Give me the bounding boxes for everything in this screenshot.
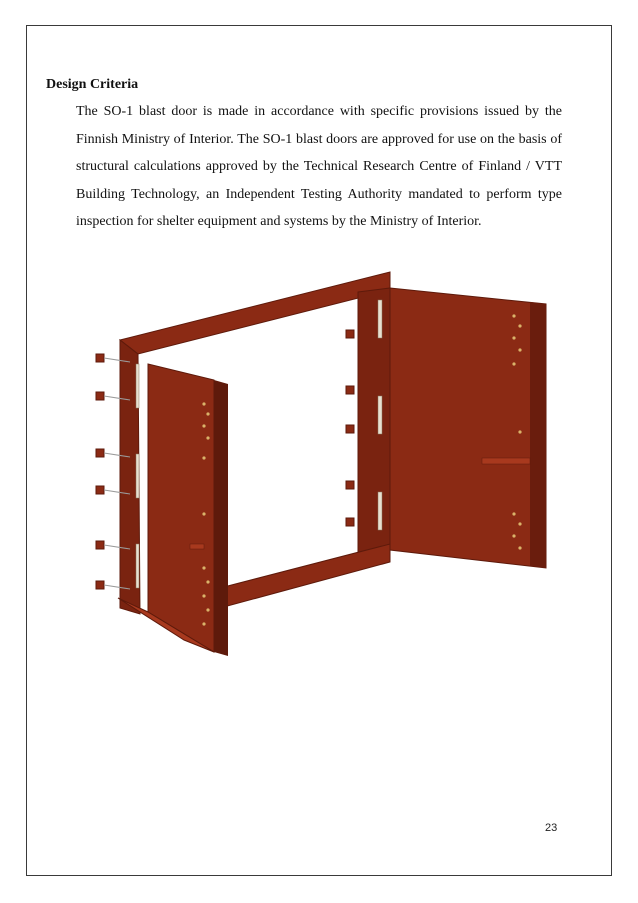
right-door-panel	[390, 288, 546, 568]
left-door-panel	[148, 364, 214, 652]
middle-anchors	[346, 330, 354, 526]
left-door-edge	[214, 380, 228, 656]
blast-door-illustration	[90, 268, 560, 660]
frame-right-post	[358, 288, 390, 558]
right-hinges	[378, 300, 382, 530]
left-door-hinges	[136, 364, 139, 588]
frame-bottom-bar	[220, 544, 390, 608]
section-heading: Design Criteria	[46, 77, 139, 92]
page-number: 23	[545, 822, 558, 834]
section-paragraph: The SO-1 blast door is made in accordance with specific provisions issued by the Finnish Ministry of Interior. The SO-1 blast doors are approved for use on the basis of structural calculations approved by the Technical Research Centre of Finland / VTT Building Technology, an Independent Testing Authority mandated to perform type inspection for shelter equipment and systems by the Ministry of Interior.	[76, 104, 562, 230]
right-door-edge	[530, 302, 546, 568]
right-door-handle	[482, 458, 530, 464]
left-door-handle	[190, 544, 204, 549]
frame-top-bar	[120, 272, 390, 354]
